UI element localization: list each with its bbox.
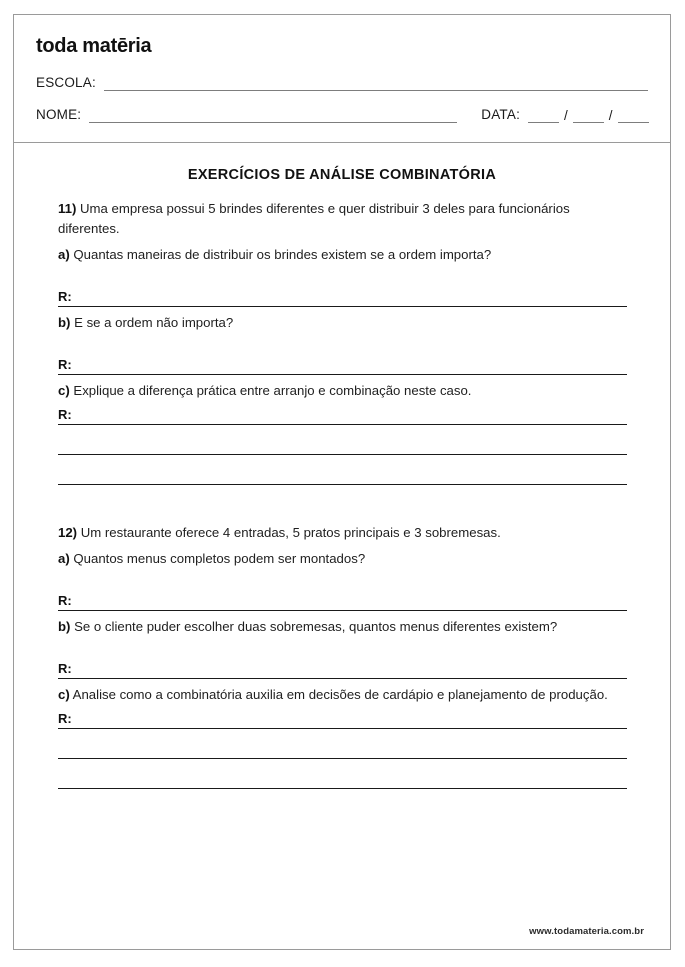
question-block-12 — [58, 523, 627, 789]
item-letter-12b: b) — [58, 619, 71, 634]
date-separator-1: / — [564, 108, 568, 123]
question-12-item-a — [58, 549, 627, 569]
question-11-item-b — [58, 313, 627, 333]
question-11-statement-text: Uma empresa possui 5 brindes diferentes e quer distribuir 3 deles para funcionários diferentes. — [58, 201, 570, 236]
question-12-number: 12) — [58, 525, 78, 540]
answer-group-11a — [58, 285, 627, 307]
questions-container — [14, 199, 670, 789]
item-text-11b: E se a ordem não importa? — [74, 315, 234, 330]
item-letter-11b: b) — [58, 315, 71, 330]
answer-line-11c-2[interactable] — [58, 425, 627, 455]
answer-label-11a: R: — [58, 289, 72, 304]
question-12-item-b — [58, 617, 627, 637]
name-date-field-row — [36, 107, 648, 123]
school-label: ESCOLA: — [36, 75, 96, 90]
date-separator-2: / — [608, 108, 613, 123]
answer-label-11c: R: — [58, 407, 72, 422]
answer-line-11c-3[interactable] — [58, 455, 627, 485]
answer-line-12c-2[interactable] — [58, 729, 627, 759]
footer-website: www.todamateria.com.br — [529, 926, 644, 937]
question-spacer — [58, 485, 627, 507]
item-letter-12a: a) — [58, 551, 70, 566]
answer-group-11c — [58, 403, 627, 485]
item-letter-11c: c) — [58, 383, 70, 398]
answer-label-12c: R: — [58, 711, 72, 726]
date-field-group — [481, 107, 648, 123]
answer-line-11c-1[interactable] — [58, 403, 627, 425]
question-11-item-c — [58, 381, 627, 401]
date-month-input[interactable] — [573, 109, 604, 123]
answer-line-11b-1[interactable] — [58, 353, 627, 375]
question-11-statement — [58, 199, 627, 239]
answer-label-11b: R: — [58, 357, 72, 372]
item-text-12b: Se o cliente puder escolher duas sobremesas, quantos menus diferentes existem? — [74, 619, 558, 634]
worksheet-body — [14, 167, 670, 789]
item-letter-12c: c) — [58, 687, 70, 702]
item-text-12c: Analise como a combinatória auxilia em decisões de cardápio e planejamento de produção. — [72, 687, 608, 702]
school-field-row — [36, 75, 648, 91]
item-text-11c: Explique a diferença prática entre arranjo e combinação neste caso. — [73, 383, 472, 398]
question-11-number: 11) — [58, 201, 77, 216]
question-block-11 — [58, 199, 627, 485]
name-input-line[interactable] — [89, 109, 457, 123]
name-label: NOME: — [36, 107, 82, 122]
answer-line-12b-1[interactable] — [58, 657, 627, 679]
answer-label-12b: R: — [58, 661, 72, 676]
answer-label-12a: R: — [58, 593, 72, 608]
school-input-line[interactable] — [104, 77, 648, 91]
answer-line-12a-1[interactable] — [58, 589, 627, 611]
date-label: DATA: — [481, 107, 521, 122]
answer-line-12c-3[interactable] — [58, 759, 627, 789]
page-title: EXERCÍCIOS DE ANÁLISE COMBINATÓRIA — [187, 167, 497, 183]
date-year-input[interactable] — [618, 109, 649, 123]
item-text-11a: Quantas maneiras de distribuir os brindes existem se a ordem importa? — [73, 247, 492, 262]
question-12-item-c — [58, 685, 627, 705]
worksheet-page — [13, 14, 671, 950]
question-12-statement — [58, 523, 627, 543]
brand-logo: toda matēria — [36, 35, 152, 57]
answer-group-11b — [58, 353, 627, 375]
question-11-item-a — [58, 245, 627, 265]
item-text-12a: Quantos menus completos podem ser montados? — [73, 551, 366, 566]
answer-group-12b — [58, 657, 627, 679]
question-12-statement-text: Um restaurante oferece 4 entradas, 5 pratos principais e 3 sobremesas. — [80, 525, 501, 540]
answer-line-11a-1[interactable] — [58, 285, 627, 307]
date-day-input[interactable] — [528, 109, 559, 123]
answer-line-12c-1[interactable] — [58, 707, 627, 729]
worksheet-header — [14, 15, 670, 143]
item-letter-11a: a) — [58, 247, 70, 262]
answer-group-12a — [58, 589, 627, 611]
answer-group-12c — [58, 707, 627, 789]
